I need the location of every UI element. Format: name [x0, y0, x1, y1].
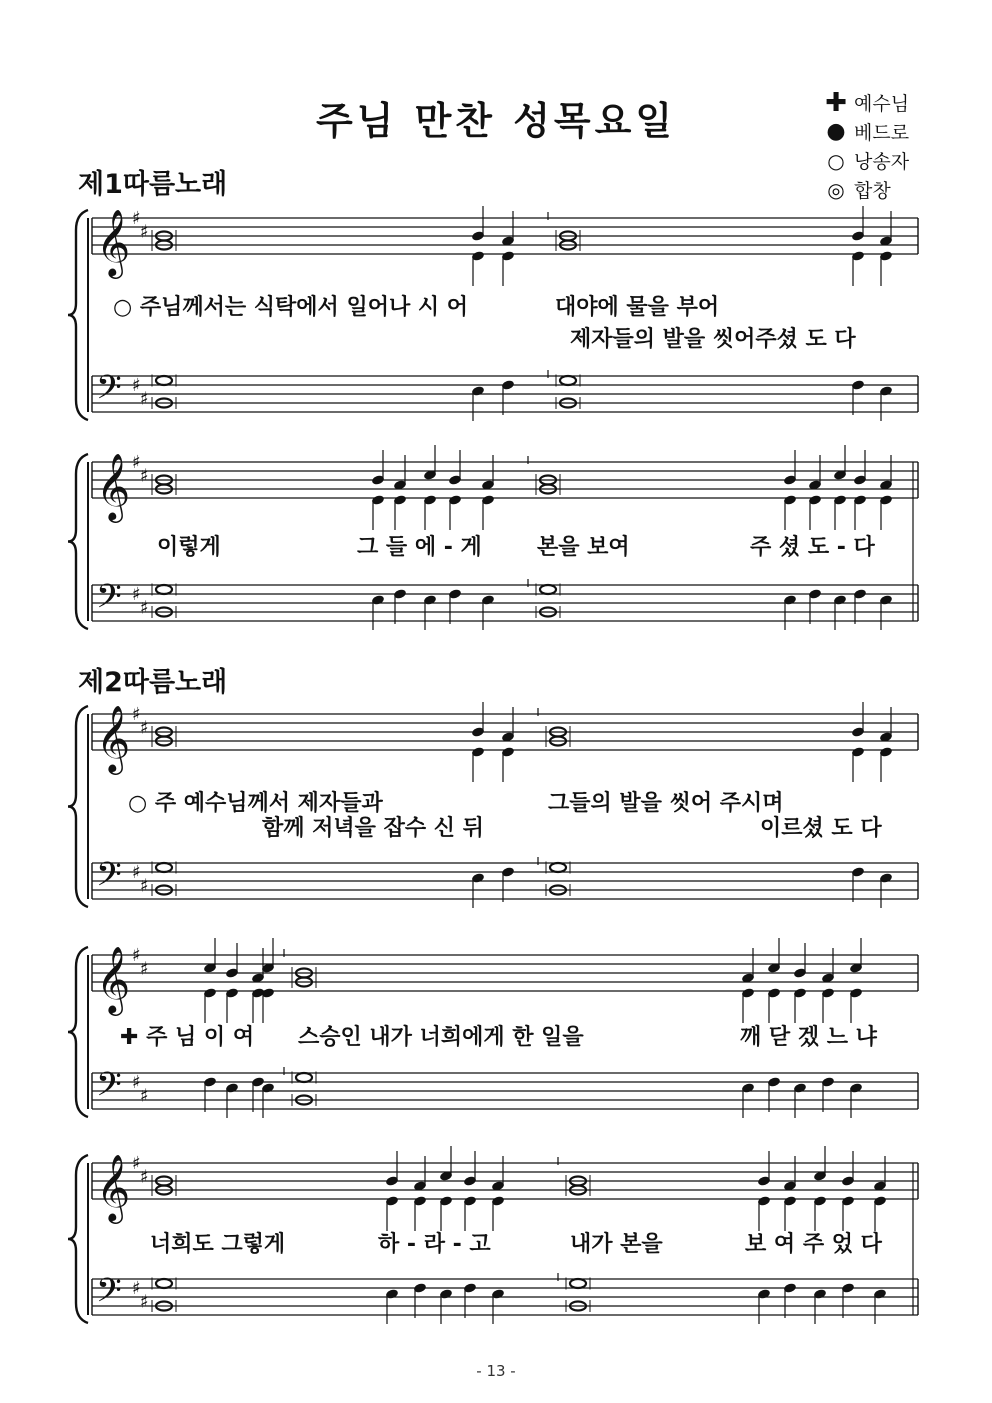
sharp-icon: ♯	[140, 1166, 149, 1188]
sharp-icon: ♯	[132, 584, 141, 605]
system-brace	[68, 210, 88, 420]
sharp-icon: ♯	[132, 862, 141, 883]
bass-clef-icon: 𝄢	[96, 1066, 122, 1112]
sharp-icon: ♯	[132, 1072, 141, 1093]
bass-clef-icon: 𝄢	[96, 856, 122, 902]
section-title-1: 제1따름노래	[78, 169, 228, 200]
lyric-line: 깨 닫 겠 느 냐	[740, 1025, 877, 1050]
section-title-2: 제2따름노래	[78, 667, 228, 698]
note-whole	[156, 376, 172, 385]
lyric-line: 스승인 내가 너희에게 한 일을	[298, 1025, 584, 1050]
lyric-line: 대야에 물을 부어	[555, 295, 720, 320]
note-whole	[540, 585, 556, 594]
system-brace	[68, 947, 88, 1117]
open-circle-icon: ○	[827, 148, 845, 173]
legend-label: 합창	[854, 180, 891, 202]
page-number: - 13 -	[476, 1362, 516, 1380]
sharp-icon: ♯	[132, 375, 141, 396]
treble-clef-icon: 𝄞	[96, 208, 131, 276]
filled-circle-icon: ●	[826, 119, 846, 144]
lyric-line: 함께 저녁을 잡수 신 뒤	[262, 816, 484, 841]
treble-clef-icon: 𝄞	[96, 704, 131, 772]
system-brace	[68, 1155, 88, 1323]
note-whole	[560, 376, 576, 385]
lyric-line: ✚ 주 님 이 여	[120, 1025, 255, 1050]
sharp-icon: ♯	[140, 717, 149, 739]
sharp-icon: ♯	[132, 704, 141, 725]
double-circle-icon: ◎	[827, 177, 845, 202]
lyric-line: 제자들의 발을 씻어주셨 도 다	[570, 327, 856, 352]
bass-clef-icon: 𝄢	[96, 1272, 122, 1318]
lyric-line: 너희도 그렇게	[150, 1232, 286, 1257]
lyric-line: 그 들 에 - 게	[357, 535, 482, 560]
bass-clef-icon: 𝄢	[96, 369, 122, 415]
legend-label: 낭송자	[854, 151, 910, 173]
sharp-icon: ♯	[132, 945, 141, 966]
sharp-icon: ♯	[140, 875, 149, 897]
note-whole	[156, 1279, 172, 1288]
lyric-line: 그들의 발을 씻어 주시며	[548, 791, 784, 816]
sharp-icon: ♯	[132, 1278, 141, 1299]
lyric-line: 이르셨 도 다	[760, 816, 882, 841]
cross-icon: ✚	[825, 87, 847, 118]
note-whole	[550, 863, 566, 872]
lyric-line: ○ 주님께서는 식탁에서 일어나 시 어	[113, 295, 469, 320]
lyric-line: 내가 본을	[570, 1232, 663, 1257]
note-whole	[156, 585, 172, 594]
sharp-icon: ♯	[140, 1085, 149, 1107]
legend-label: 베드로	[854, 122, 910, 144]
sharp-icon: ♯	[140, 388, 149, 410]
legend-label: 예수님	[854, 93, 910, 115]
system-brace	[68, 454, 88, 629]
lyric-line: ○ 주 예수님께서 제자들과	[128, 791, 383, 816]
lyric-line: 이렇게	[157, 535, 221, 560]
sharp-icon: ♯	[140, 597, 149, 619]
lyric-line: 본을 보여	[537, 535, 630, 560]
page-title: 주님 만찬 성목요일	[315, 99, 677, 143]
lyric-line: 하 - 라 - 고	[378, 1232, 491, 1257]
staff-systems	[68, 206, 918, 1324]
sharp-icon: ♯	[140, 1291, 149, 1313]
sharp-icon: ♯	[140, 221, 149, 243]
sharp-icon: ♯	[140, 958, 149, 980]
treble-clef-icon: 𝄞	[96, 1153, 131, 1221]
note-whole	[296, 1073, 312, 1082]
note-whole	[570, 1279, 586, 1288]
sharp-icon: ♯	[140, 465, 149, 487]
treble-clef-icon: 𝄞	[96, 452, 131, 520]
sharp-icon: ♯	[132, 1153, 141, 1174]
sharp-icon: ♯	[132, 452, 141, 473]
lyric-line: 주 셨 도 - 다	[750, 535, 875, 560]
system-brace	[68, 706, 88, 907]
treble-clef-icon: 𝄞	[96, 945, 131, 1013]
note-whole	[156, 863, 172, 872]
lyric-line: 보 여 주 었 다	[745, 1232, 882, 1257]
bass-clef-icon: 𝄢	[96, 578, 122, 624]
sharp-icon: ♯	[132, 208, 141, 229]
